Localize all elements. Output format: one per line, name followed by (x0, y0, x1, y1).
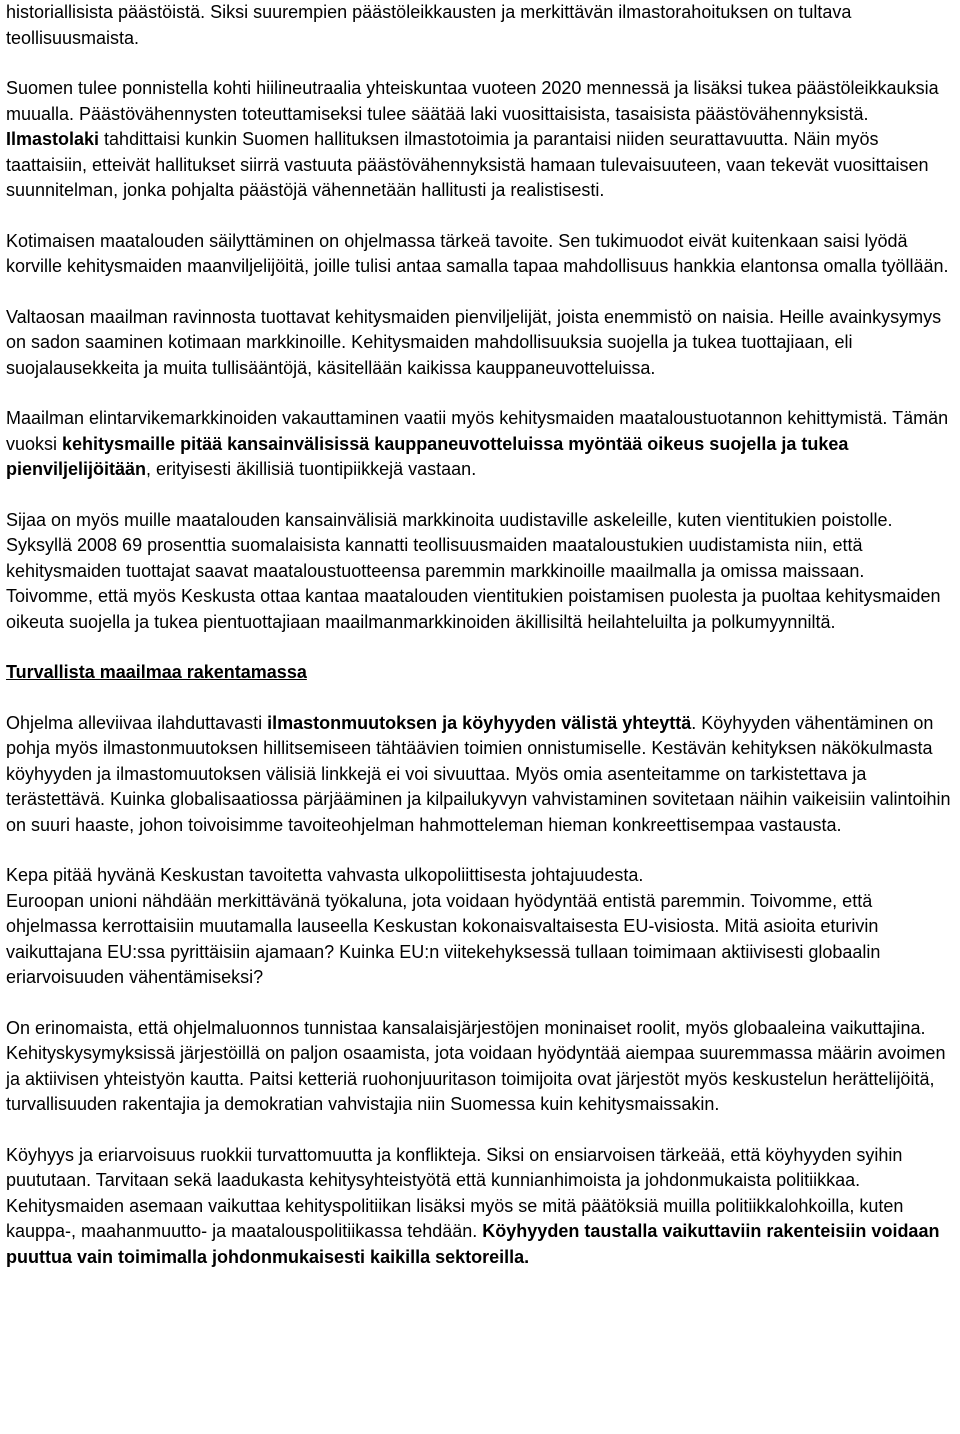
paragraph-8 (6, 863, 954, 991)
paragraph-1 (6, 0, 954, 51)
text-segment: Valtaosan maailman ravinnosta tuottavat kehitysmaiden pienviljelijät, joista enemmistö on naisia. Heille avainkysymys on sadon saaminen kotimaan markkinoille. Kehitysmaiden mahdollisuuksia suojella ja tukea tuottajiaan, eli suojalausekkeita ja muita tullisääntöjä, käsitellään kaikissa kauppaneuvotteluissa. (6, 306, 942, 378)
bold-term: Ilmastolaki (6, 129, 100, 149)
bold-statement: kehitysmaille pitää kansainvälisissä kauppaneuvotteluissa myöntää oikeus suojella ja tukea pienviljelijöitään (6, 433, 849, 479)
text-segment: Sijaa on myös muille maatalouden kansainvälisiä markkinoita uudistaville askeleille, kuten vientitukien poistolle. Syksyllä 2008 69 prosenttia suomalaisista kannatti teollisuusmaiden maataloustukien uudistamista niin, että kehitysmaiden tuottajat saavat maataloustuotteensa paremmin markkinoille maailmalla ja omissa maissaan. Toivomme, että myös Keskusta ottaa kantaa maatalouden vientitukien poistamisen puolesta ja puoltaa kehitysmaiden oikeuta suojella ja tukea pientuottajiaan maailmanmarkkinoiden äkillisiltä heilahteluilta ja polkumyynniltä. (6, 509, 941, 632)
paragraph-10 (6, 1143, 954, 1271)
bold-statement: ilmastonmuutoksen ja köyhyyden välistä yhteyttä (267, 712, 692, 733)
text-segment: Kotimaisen maatalouden säilyttäminen on ohjelmassa tärkeä tavoite. Sen tukimuodot eivät kuitenkaan saisi lyödä korville kehitysmaiden maanviljelijöitä, joille tulisi antaa samalla tapaa mahdollisuus hankkia elantonsa omalla työllään. (6, 230, 949, 276)
text-segment: On erinomaista, että ohjelmaluonnos tunnistaa kansalaisjärjestöjen moninaiset roolit, myös globaaleina vaikuttajina. Kehityskysymyksissä järjestöillä on paljon osaamista, jota voidaan hyödyntää aiempaa suuremmassa määrin avoimen ja aktiivisen yhteistyön kautta. Paitsi ketteriä ruohonjuuritason toimijoita ovat järjestöt myös keskustelun herättelijöitä, turvallisuuden rakentajia ja demokratian vahvistajia niin Suomessa kuin kehitysmaissakin. (6, 1017, 946, 1114)
paragraph-2 (6, 76, 954, 204)
text-line: Euroopan unioni nähdään merkittävänä työkaluna, jota voidaan hyödyntää entistä paremmin. Toivomme, että ohjelmassa kerrottaisiin muutamalla lauseella Keskustan kokonaisvaltaisesta EU-visiosta. Mitä asioita eturivin vaikuttajana EU:ssa pyrittäisiin ajamaan? Kuinka EU:n viitekehyksessä tullaan toimimaan aktiivisesti globaalin eriarvoisuuden vähentämiseksi? (6, 890, 881, 987)
paragraph-7 (6, 711, 954, 839)
bold-statement: Köyhyyden taustalla vaikuttaviin rakenteisiin voidaan puuttua vain toimimalla johdonmukaisesti kaikilla sektoreilla. (6, 1221, 940, 1267)
text-segment: tahdittaisi kunkin Suomen hallituksen ilmastotoimia ja parantaisi niiden seurattavuutta. Näin myös taattaisiin, etteivät hallitukset siirrä vastuuta päästövähennyksistä hamaan tulevaisuuteen, vaan tekevät vuosittaisen suunnitelman, jonka pohjalta päästöjä vähennetään hallitusti ja realistisesti. (6, 129, 929, 200)
text-line: Kepa pitää hyvänä Keskustan tavoitetta vahvasta ulkopoliittisesta johtajuudesta. (6, 865, 644, 885)
text-segment: Suomen tulee ponnistella kohti hiilineutraalia yhteiskuntaa vuoteen 2020 mennessä ja lisäksi tukea päästöleikkauksia muualla. Päästövähennysten toteuttamiseksi tulee säätää laki vuosittaisista, tasaisista päästövähennyksistä. (6, 78, 939, 124)
text-segment: . Köyhyyden vähentäminen on pohja myös ilmastonmuutoksen hillitsemiseen tähtäävien toimien onnistumiselle. Kestävän kehityksen näkökulmasta köyhyyden ja ilmastomuutoksen välisiä linkkejä ei voi sivuuttaa. Myös omia asenteitamme on tarkistettava ja terästettävä. Kuinka globalisaatiossa pärjääminen ja kilpailukyvyn vahvistaminen sovitetaan näihin vaikeisiin valintoihin on suuri haaste, johon toivoisimme tavoiteohjelman hahmotteleman hieman konkreettisempaa vastausta. (6, 712, 951, 835)
paragraph-9 (6, 1016, 954, 1118)
paragraph-6 (6, 508, 954, 636)
text-segment: historiallisista päästöistä. Siksi suurempien päästöleikkausten ja merkittävän ilmastorahoituksen on tultava teollisuusmaista. (6, 2, 852, 48)
text-segment: , erityisesti äkillisiä tuontipiikkejä vastaan. (146, 459, 477, 479)
text-segment: Maailman elintarvikemarkkinoiden vakauttaminen vaatii myös kehitysmaiden maataloustuotannon kehittymistä. Tämän vuoksi (6, 408, 949, 454)
paragraph-3 (6, 229, 954, 280)
text-segment: Köyhyys ja eriarvoisuus ruokkii turvattomuutta ja konflikteja. Siksi on ensiarvoisen tärkeää, että köyhyyden syihin puututaan. Tarvitaan sekä laadukasta kehitysyhteistyötä että kunnianhimoista ja johdonmukaista politiikkaa. Kehitysmaiden asemaan vaikuttaa kehityspolitiikan lisäksi myös se mitä päätöksiä muilla politiikkalohkoilla, kuten kauppa-, maahanmuutto- ja maatalouspolitiikassa tehdään. (6, 1144, 904, 1241)
paragraph-5 (6, 406, 954, 483)
section-heading: Turvallista maailmaa rakentamassa (6, 662, 307, 682)
paragraph-4 (6, 305, 954, 382)
text-segment: Ohjelma alleviivaa ilahduttavasti (6, 712, 268, 733)
